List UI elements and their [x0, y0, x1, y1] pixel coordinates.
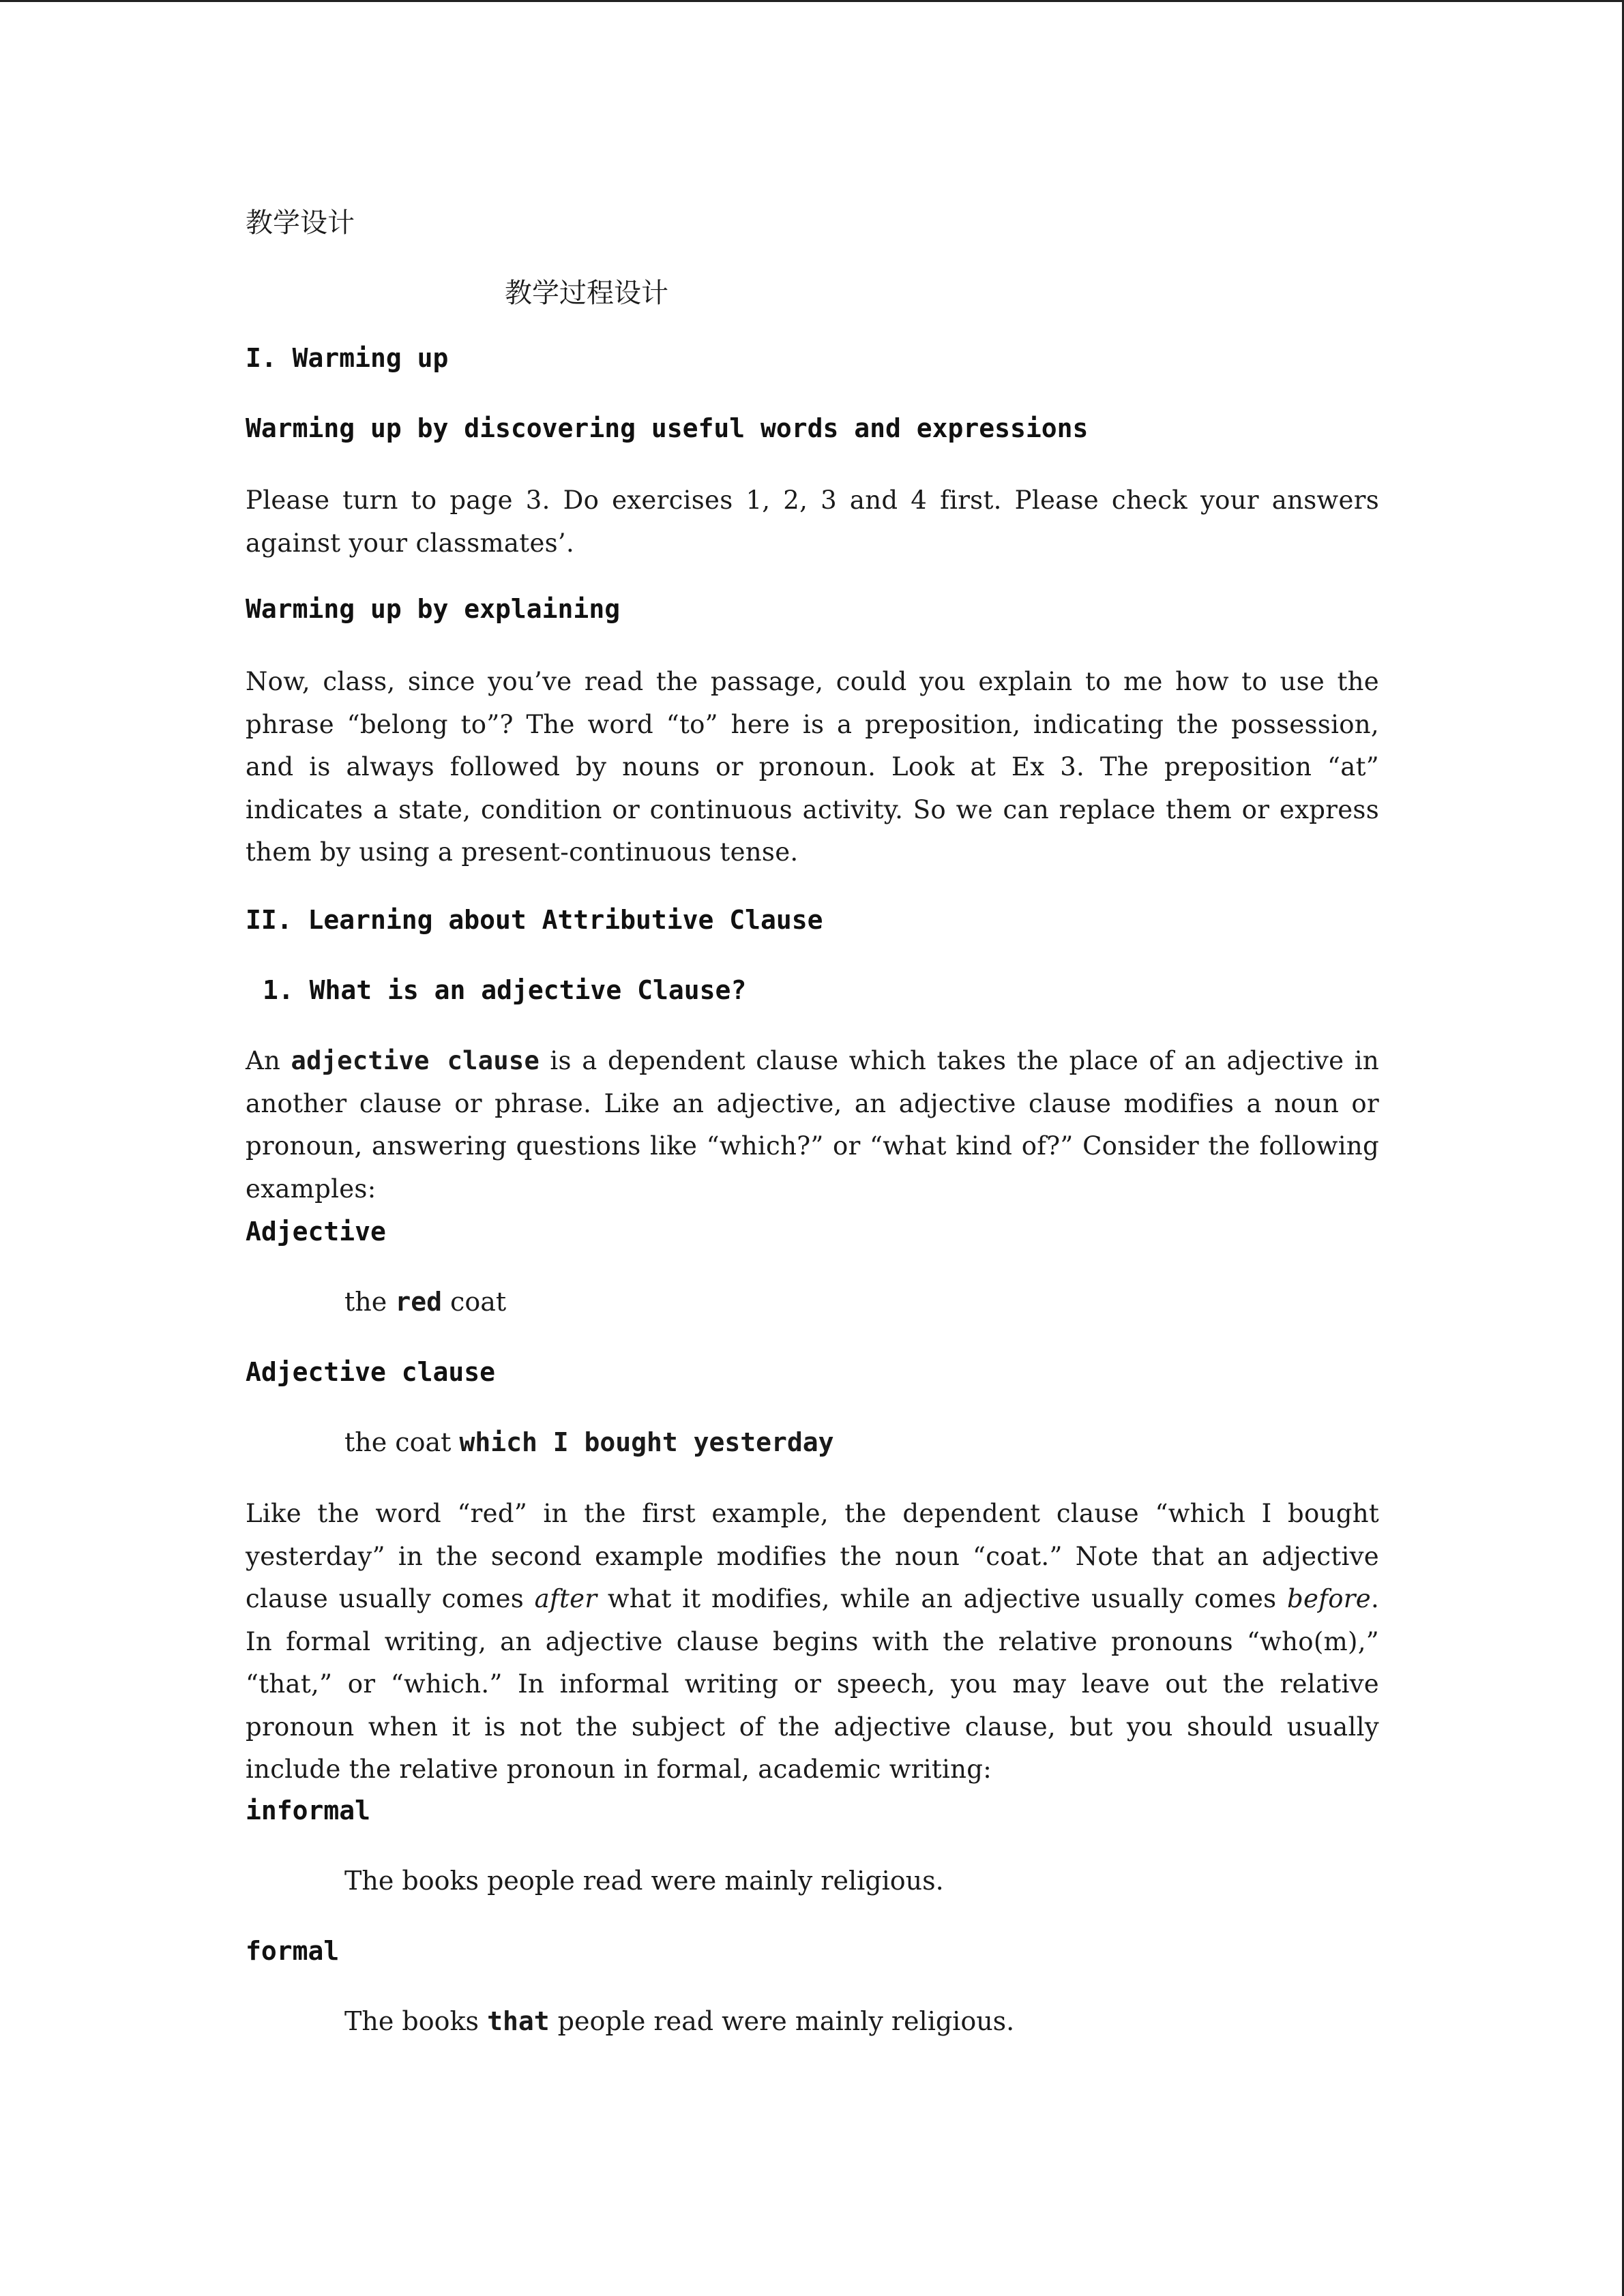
- definition-lead: An: [246, 1046, 291, 1075]
- explaining-paragraph: Now, class, since you’ve read the passage, could you explain to me how to use the phrase “belong to”? The word “to” here is a preposition, indicating the possession, and is always followed by nouns or pronoun. Look at Ex 3. The preposition “at” indicates a state, condition or continuous activity. So we can replace them or express them by using a present-continuous tense.: [246, 667, 1379, 867]
- adjective-clause-label: Adjective clause: [246, 1357, 496, 1387]
- subsection-explaining-heading: Warming up by explaining: [246, 594, 621, 624]
- document-title: 教学设计: [246, 207, 355, 239]
- section-1-heading: I. Warming up: [246, 343, 449, 373]
- clause-example-bold: which I bought yesterday: [459, 1427, 834, 1457]
- discovering-paragraph: Please turn to page 3. Do exercises 1, 2, 3 and 4 first. Please check your answers against your classmates’.: [246, 486, 1379, 558]
- informal-example: The books people read were mainly religious.: [344, 1866, 944, 1896]
- question-1-heading: 1. What is an adjective Clause?: [263, 975, 747, 1005]
- adjective-example-pre: the: [344, 1287, 396, 1317]
- comparison-part-1: Like the word “red” in the first example, the dependent clause “which I bought yesterday” in the second example modifies the noun “coat.” Note that an adjective clause usually comes: [246, 1499, 1379, 1613]
- comparison-paragraph: [246, 1493, 1379, 1791]
- formal-example-bold: that: [487, 2006, 550, 2036]
- comparison-part-3: . In formal writing, an adjective clause begins with the relative pronouns “who(m),” “that,” or “which.” In informal writing or speech, you may leave out the relative pronoun when it is not the subject of the adjective clause, but you should usually include the relative pronoun in formal, academic writing:: [246, 1584, 1380, 1784]
- formal-label: formal: [246, 1936, 340, 1966]
- adjective-example: [344, 1287, 506, 1317]
- comparison-before-word: before: [1287, 1584, 1371, 1613]
- definition-rest: is a dependent clause which takes the place of an adjective in another clause or phrase. Like an adjective, an adjective clause modifies a noun or pronoun, answering questions like “which?” or “what kind of?” Consider the following examples:: [246, 1046, 1380, 1204]
- definition-term: adjective clause: [291, 1046, 540, 1075]
- formal-example: [344, 2006, 1014, 2036]
- comparison-after-word: after: [534, 1584, 597, 1613]
- clause-example-pre: the coat: [344, 1427, 460, 1457]
- subsection-discovering-heading: Warming up by discovering useful words and expressions: [246, 413, 1089, 443]
- clause-example: [344, 1427, 834, 1457]
- comparison-part-2: what it modifies, while an adjective usually comes: [597, 1584, 1288, 1613]
- definition-paragraph: [246, 1040, 1379, 1210]
- adjective-label: Adjective: [246, 1217, 386, 1247]
- adjective-example-post: coat: [441, 1287, 507, 1317]
- informal-label: informal: [246, 1795, 371, 1825]
- formal-example-pre: The books: [344, 2006, 488, 2036]
- formal-example-post: people read were mainly religious.: [549, 2006, 1015, 2036]
- process-title: 教学过程设计: [505, 278, 668, 309]
- adjective-example-bold: red: [395, 1287, 442, 1317]
- section-2-heading: II. Learning about Attributive Clause: [246, 905, 823, 935]
